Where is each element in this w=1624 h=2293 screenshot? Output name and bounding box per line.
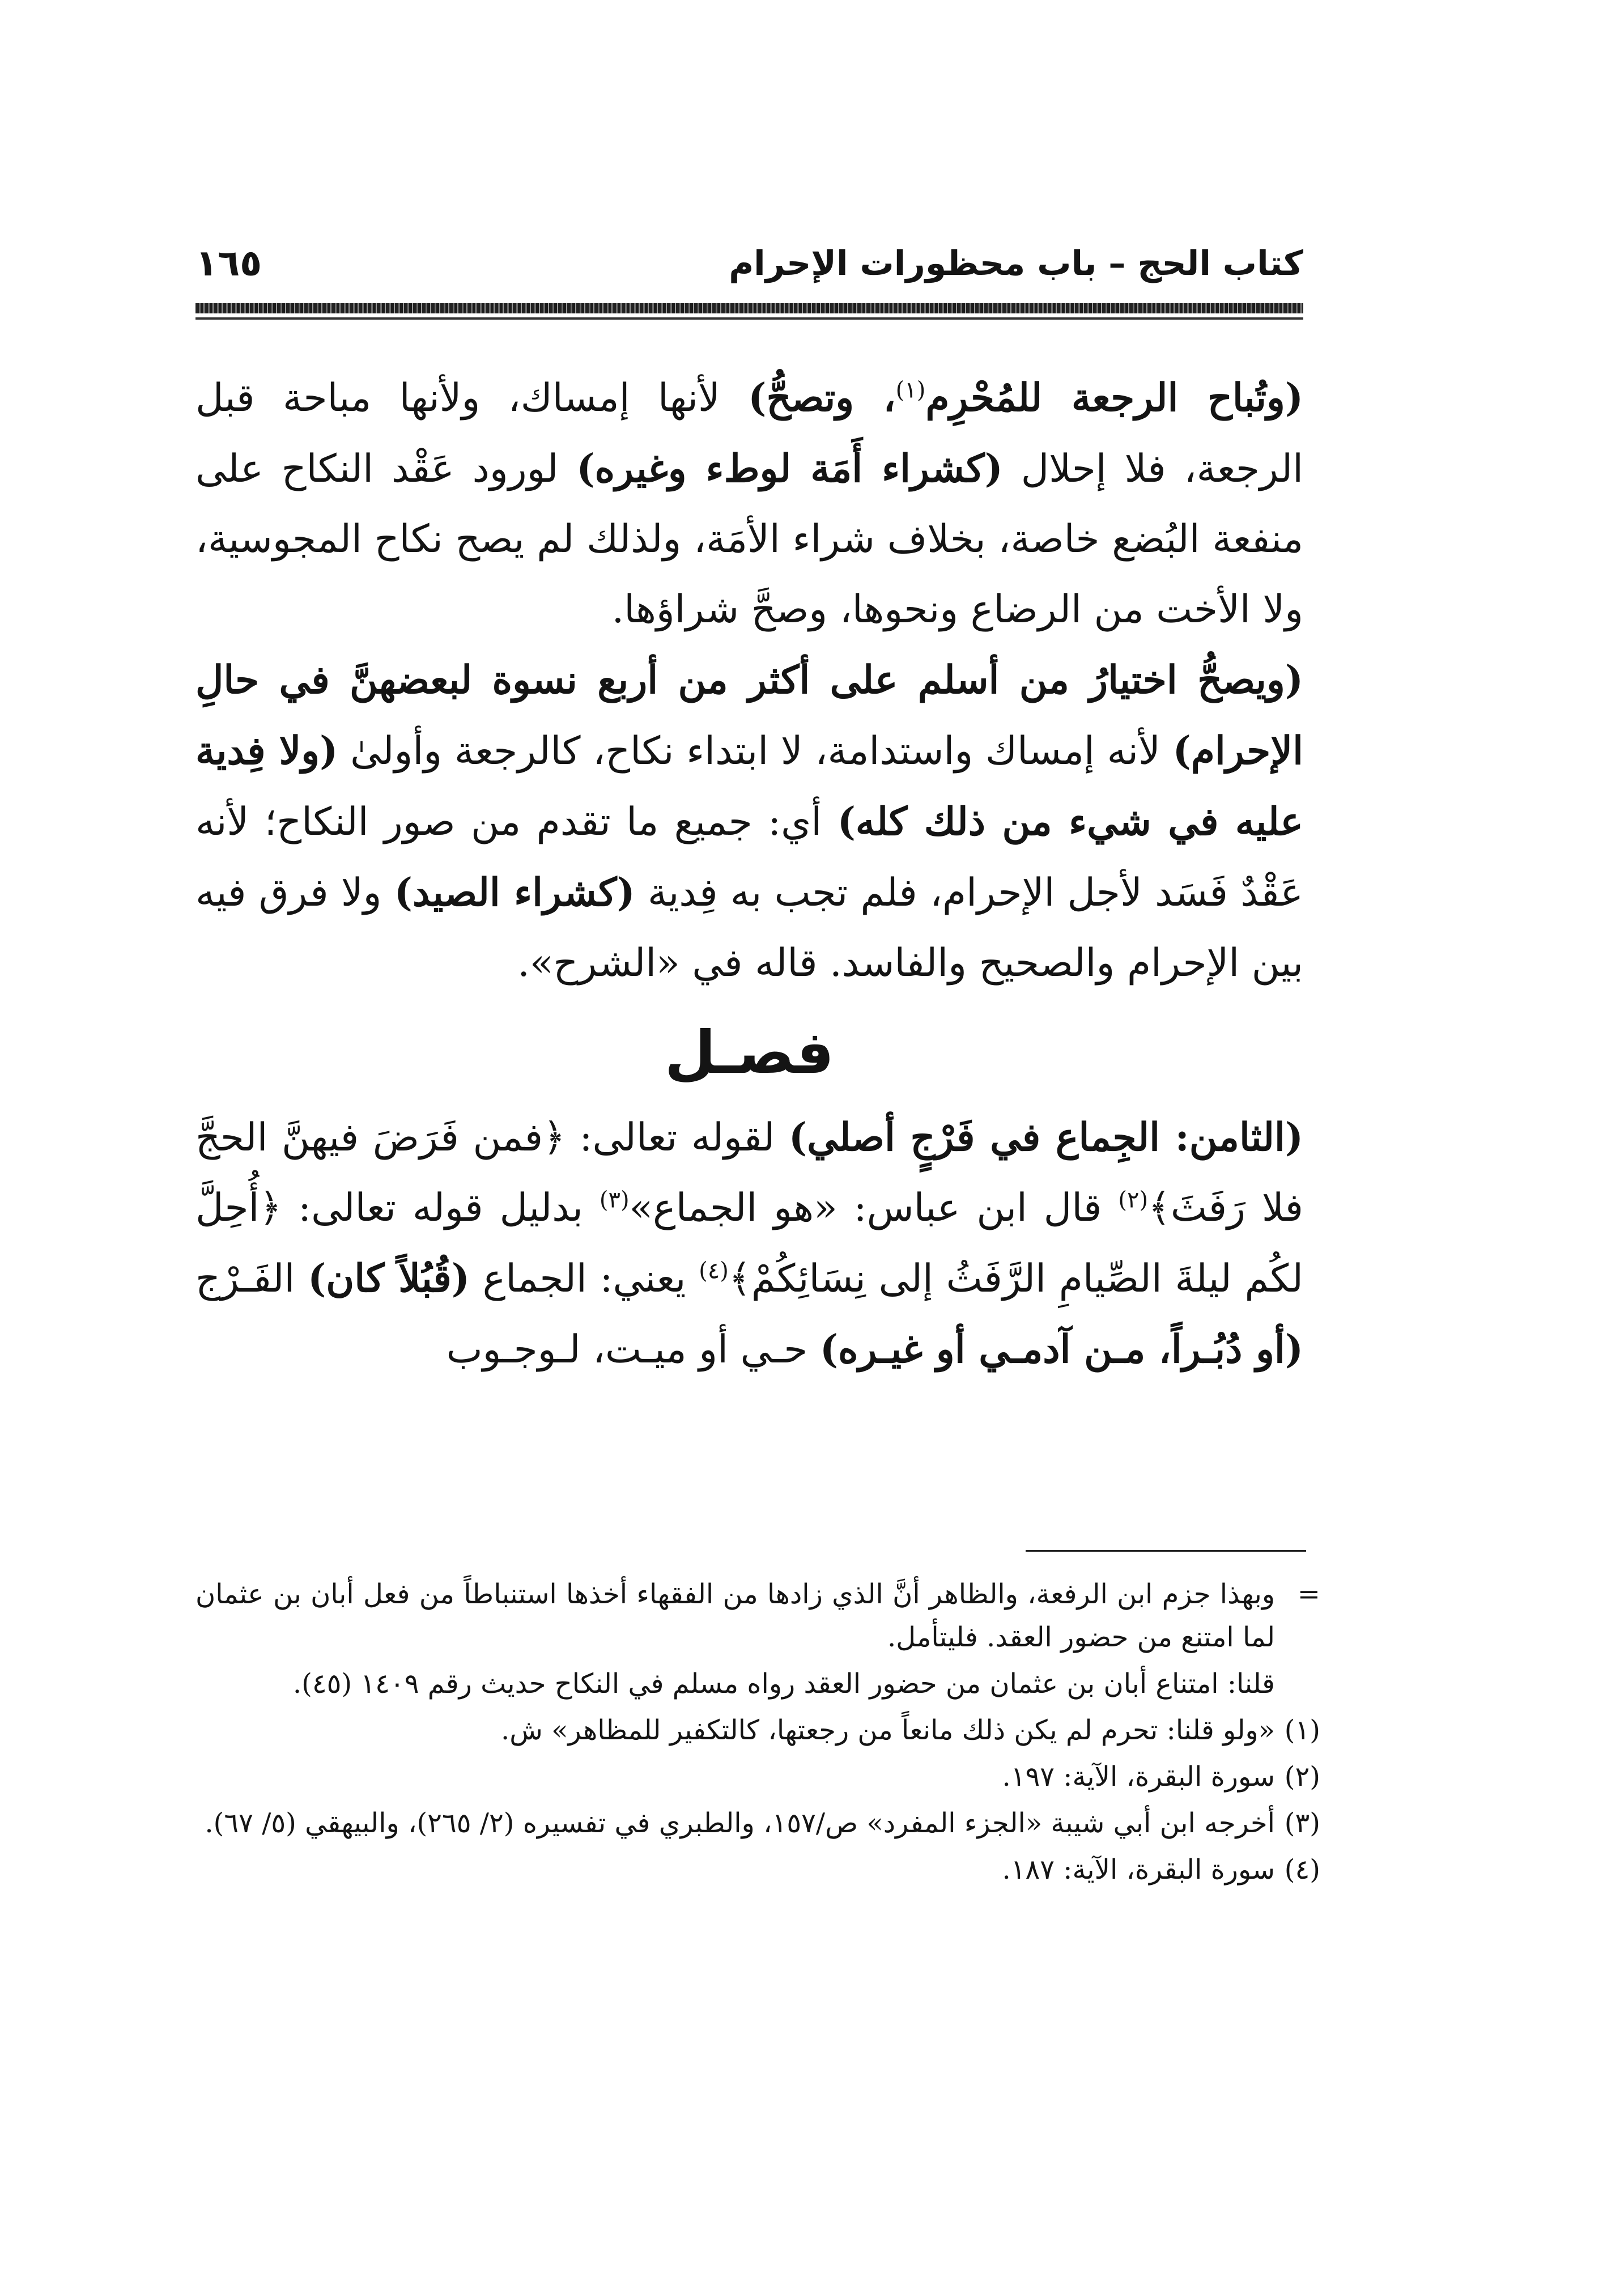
- footnote-ref: (٢): [1118, 1187, 1149, 1213]
- commentary-text: لورود عَقْد النكاح على منفعة البُضع خاصة، بخلاف شراء الأمَة، ولذلك لم يصح نكاح المجوسية، ولا الأخت من الرضاع ونحوها، وصحَّ شراؤها.: [195, 447, 1303, 632]
- commentary-text: الفَـرْج: [195, 1256, 308, 1301]
- footnote: [195, 1802, 1320, 1845]
- footnote-divider: [1026, 1550, 1306, 1552]
- commentary-text: لأنها إمساك، ولأنها مباحة قبل الرجعة، فلا إحلال: [195, 376, 1303, 491]
- footnote-text: أخرجه ابن أبي شيبة «الجزء المفرد» ص/١٥٧، والطبري في تفسيره (٢/ ٢٦٥)، والبيهقي (٥/ ٦٧).: [205, 1807, 1275, 1839]
- footnote: [195, 1755, 1320, 1798]
- footnote-mark: (١): [1284, 1714, 1320, 1746]
- section-title: فصـل: [665, 1018, 834, 1087]
- commentary-text: ولا فرق فيه بين الإحرام والصحيح والفاسد. قاله في «الشرح».: [195, 871, 1303, 986]
- paragraph: [195, 645, 1303, 999]
- footnote-mark: (٤): [1284, 1854, 1320, 1886]
- paragraph: [195, 363, 1303, 645]
- commentary-text: أي: جميع ما تقدم من صور النكاح؛ لأنه عَقْدٌ فَسَد لأجل الإحرام، فلم تجب به فِدية: [195, 800, 1303, 915]
- footnote-text: قلنا: امتناع أبان بن عثمان من حضور العقد رواه مسلم في النكاح حديث رقم ١٤٠٩ (٤٥).: [292, 1668, 1275, 1700]
- commentary-text: بدليل قوله تعالى: ﴿أُحِلَّ لكُم ليلةَ الصِّيامِ الرَّفَثُ إلى نِسَائِكُمْ﴾: [195, 1186, 1303, 1301]
- matn-text: (كشراء أَمَة لوطء وغيره): [576, 446, 1003, 491]
- footnote-continuation: [195, 1662, 1320, 1705]
- commentary-text: لأنه إمساك واستدامة، لا ابتداء نكاح، كالرجعة وأولىٰ: [338, 729, 1173, 774]
- matn-text: (أو دُبُـراً، مـن آدمـي أو غيـره): [819, 1327, 1303, 1372]
- commentary-text: قال ابن عباس: «هو الجماع»: [629, 1186, 1119, 1230]
- commentary-text: يعني: الجماع: [469, 1256, 699, 1301]
- main-text: [195, 363, 1303, 1385]
- footnote-text: «ولو قلنا: تحرم لم يكن ذلك مانعاً من رجعتها، كالتكفير للمظاهر» ش.: [501, 1714, 1275, 1746]
- footnote-text: وبهذا جزم ابن الرفعة، والظاهر أنَّ الذي زادها من الفقهاء أخذها استنباطاً من فعل أبان بن عثمان لما امتنع من حضور العقد. فليتأمل.: [195, 1578, 1275, 1653]
- footnote-text: سورة البقرة، الآية: ١٩٧.: [1002, 1761, 1275, 1793]
- footnote-ref: (٤): [699, 1258, 729, 1284]
- footnote: [195, 1848, 1320, 1891]
- footnote-text: سورة البقرة، الآية: ١٨٧.: [1002, 1854, 1275, 1886]
- footnote-mark: (٣): [1284, 1807, 1320, 1839]
- matn-text: (كشراء الصيد): [394, 870, 635, 915]
- footnote-ref: (٣): [599, 1187, 630, 1213]
- matn-text: (ولا فِدية عليه في شيء من ذلك كله): [195, 728, 1303, 844]
- header-rule-thin: [195, 317, 1303, 320]
- footnote: [195, 1709, 1320, 1752]
- page-number: ١٦٥: [195, 243, 262, 284]
- running-head: كتاب الحج – باب محظورات الإحرام: [729, 244, 1303, 283]
- matn-text: (وتُباح الرجعة للمُحْرِم: [925, 375, 1304, 421]
- commentary-text: حـي أو ميـت، لـوجـوب: [446, 1327, 820, 1372]
- header-rule: [195, 303, 1303, 313]
- matn-text: ، وتصحُّ): [748, 375, 896, 421]
- matn-text: (الثامن: الجِماع في فَرْجٍ أصلي): [788, 1115, 1303, 1160]
- matn-text: (قُبُلاً كان): [308, 1256, 470, 1301]
- footnote-continuation: [195, 1573, 1320, 1659]
- matn-text: (ويصحُّ اختيارُ من أسلم على أكثر من أربع نسوة لبعضهنَّ في حالِ الإحرام): [195, 657, 1303, 774]
- page-header: [195, 227, 1303, 300]
- commentary-text: لقوله تعالى: ﴿فمن فَرَضَ فيهنَّ الحجَّ فلا رَفَثَ﴾: [195, 1115, 1304, 1230]
- paragraph: [195, 1102, 1303, 1385]
- footnotes: [195, 1573, 1320, 1895]
- footnote-ref: (١): [895, 377, 926, 404]
- footnote-mark: (٢): [1284, 1761, 1320, 1793]
- continuation-mark: =: [1297, 1578, 1320, 1610]
